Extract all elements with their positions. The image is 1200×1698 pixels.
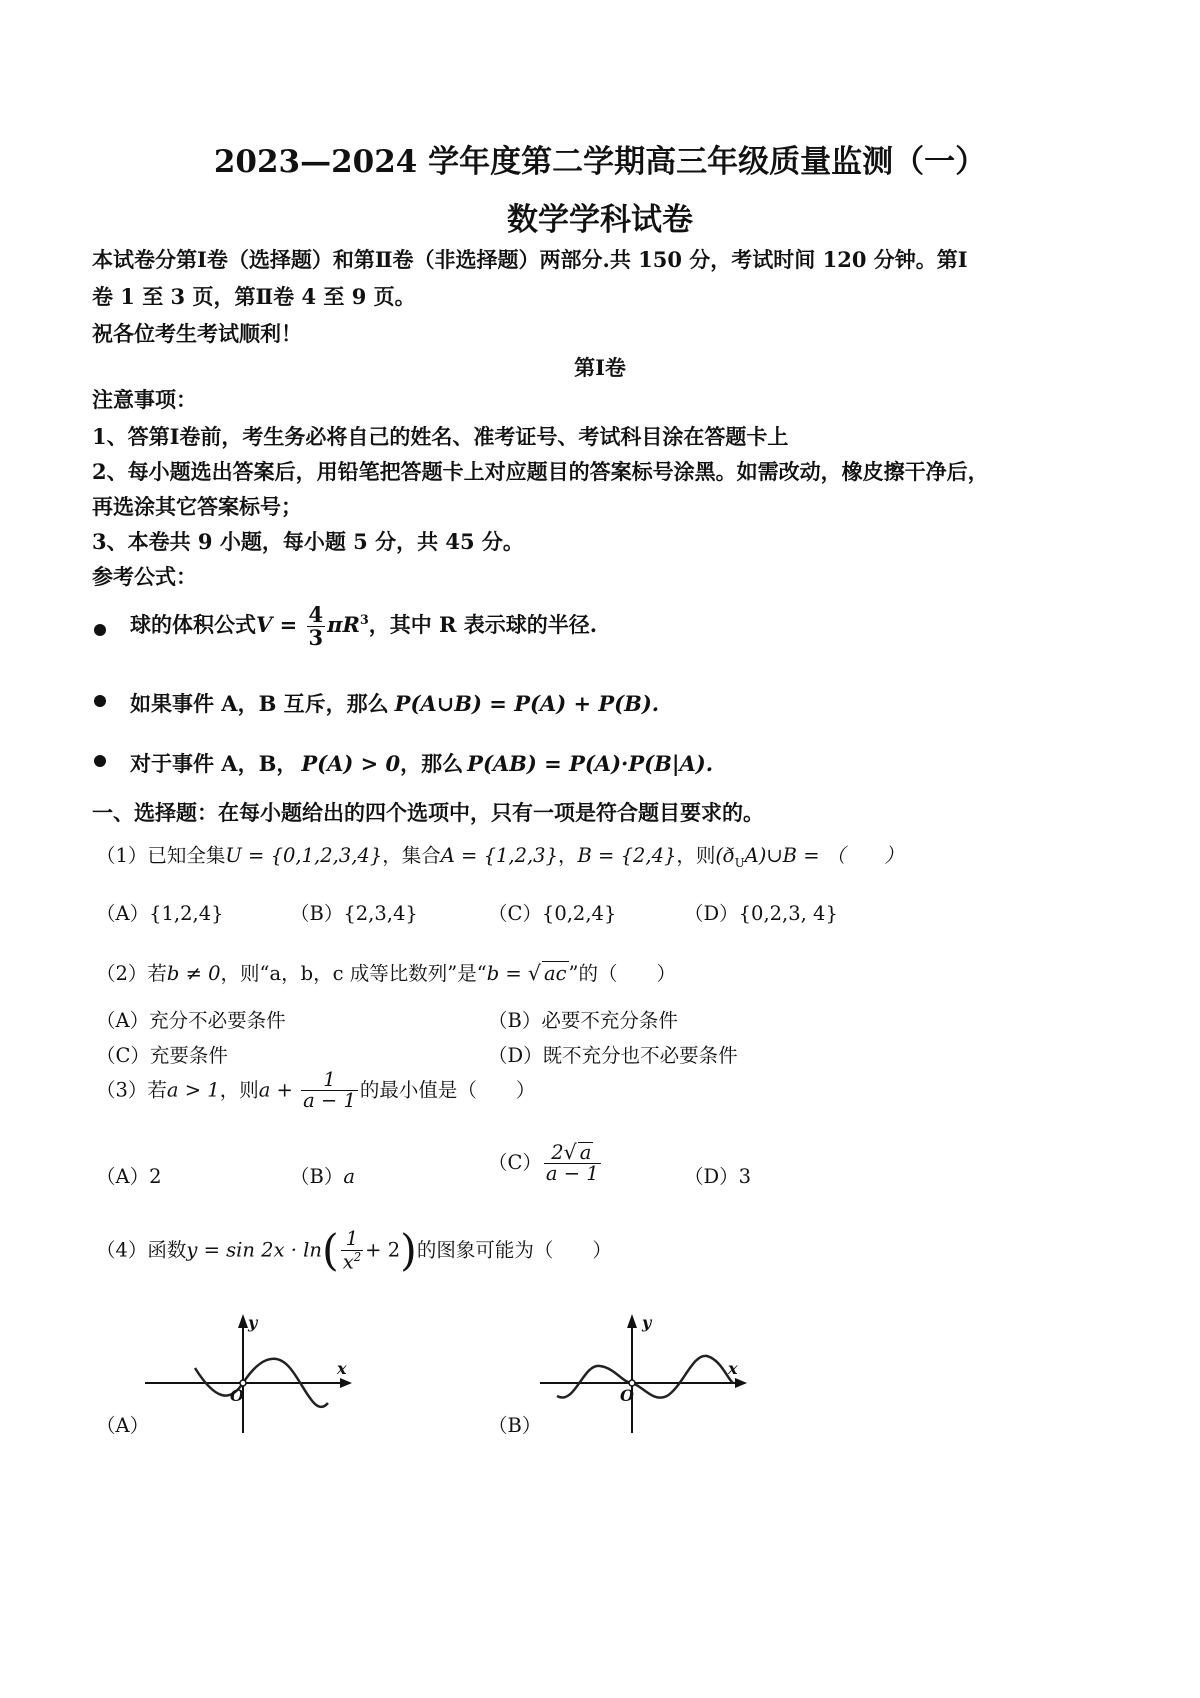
q4-graph-a-y-label: y — [248, 1313, 258, 1332]
q1-stem-b: ，集合 — [382, 844, 441, 867]
q3-option-b — [290, 1161, 355, 1189]
section-1-heading: 一、选择题：在每小题给出的四个选项中，只有一项是符合题目要求的。 — [92, 800, 764, 825]
q4-graph-a-origin: O — [230, 1386, 244, 1405]
q4-option-b: （B） — [488, 1414, 542, 1437]
left-paren-icon: ( — [321, 1226, 339, 1276]
intro-line-3: 祝各位考生考试顺利！ — [92, 321, 302, 346]
q1-expr-2: A)∪B = （ ） — [744, 844, 904, 867]
q2-condition: b ≠ 0 — [166, 962, 221, 985]
q2-option-b: （B）必要不充分条件 — [488, 1009, 678, 1032]
bullet-icon — [94, 755, 106, 767]
note-item-3: 3、本卷共 9 小题，每小题 5 分，共 45 分。 — [92, 529, 524, 554]
note-item-2b: 再选涂其它答案标号； — [92, 494, 302, 519]
q3-c-sqrt: a — [579, 1141, 592, 1164]
bullet-icon — [94, 624, 106, 636]
right-paren-icon: ) — [400, 1226, 417, 1276]
q4-graph-b-x-label: x — [728, 1359, 738, 1378]
q3-den: a − 1 — [303, 1089, 356, 1113]
q4-graph-b-origin: O — [620, 1386, 634, 1405]
q1-set-a: A = {1,2,3} — [440, 844, 558, 867]
exam-subtitle: 数学学科试卷 — [507, 202, 693, 238]
q3-option-b-label: （B） — [290, 1165, 344, 1188]
q4-den: x — [342, 1250, 354, 1274]
formula-3-cond: P(A) > 0 — [301, 751, 401, 776]
q2-b-var: b = — [486, 962, 528, 985]
q4-option-a: （A） — [96, 1414, 150, 1437]
sqrt-icon: √ — [563, 1140, 577, 1164]
q1-expr-sub: U — [734, 855, 745, 870]
formula-3-prefix: 对于事件 A，B， — [130, 751, 298, 776]
q3-option-b-var: a — [343, 1165, 355, 1188]
q2-stem-a: （2）若 — [96, 962, 167, 985]
q3-fraction — [301, 1070, 358, 1112]
q3-option-c — [488, 1142, 603, 1185]
formula-1-prefix: 球的体积公式 — [130, 612, 256, 638]
question-1-stem — [96, 840, 904, 870]
q3-option-a: （A）2 — [96, 1165, 162, 1188]
question-4-stem — [96, 1226, 612, 1276]
q2-sqrt-content: ac — [543, 962, 567, 985]
notes-heading: 注意事项： — [92, 387, 197, 412]
q4-num: 1 — [341, 1229, 363, 1250]
q1-set-b: B = {2,4} — [577, 844, 677, 867]
q4-expr: y = sin 2x · ln — [186, 1238, 322, 1262]
q4-plus: + 2 — [365, 1238, 401, 1262]
formula-1-num: 4 — [308, 602, 324, 627]
formula-3-expr: P(AB) = P(A)·P(B|A). — [467, 751, 714, 776]
q1-option-c: （C）{0,2,4} — [488, 902, 617, 925]
formula-2-prefix: 如果事件 A，B 互斥，那么 — [130, 691, 389, 716]
formula-1-exp: 3 — [359, 612, 369, 628]
q2-stem-c: ”的（ ） — [568, 962, 676, 985]
formula-exclusive-events — [130, 688, 659, 718]
q2-option-c: （C）充要条件 — [96, 1044, 228, 1067]
q4-stem-a: （4）函数 — [96, 1238, 187, 1262]
q3-stem-c: 的最小值是（ ） — [359, 1078, 536, 1102]
q4-fraction — [341, 1229, 363, 1272]
q3-option-d: （D）3 — [684, 1165, 752, 1188]
q2-stem-b: ，则“a，b，c 成等比数列”是“ — [220, 962, 487, 985]
q1-expr-1: (ð — [715, 844, 735, 867]
q4-graph-a-x-label: x — [337, 1359, 347, 1378]
q1-option-a: （A）{1,2,4} — [96, 902, 224, 925]
q1-stem-d: ，则 — [676, 844, 716, 867]
q3-stem-b: ，则 — [219, 1078, 259, 1102]
formula-1-suffix: ，其中 R 表示球的半径. — [368, 612, 598, 638]
q3-stem-a: （3）若 — [96, 1078, 167, 1102]
q2-option-d: （D）既不充分也不必要条件 — [488, 1044, 738, 1067]
q3-condition: a > 1 — [166, 1078, 220, 1102]
formula-2-expr: P(A∪B) = P(A) + P(B). — [394, 691, 660, 716]
note-item-1: 1、答第Ⅰ卷前，考生务必将自己的姓名、准考证号、考试科目涂在答题卡上 — [92, 424, 789, 449]
q2-option-a: （A）充分不必要条件 — [96, 1009, 286, 1032]
volume-title: 第Ⅰ卷 — [574, 355, 626, 380]
formula-conditional-prob — [130, 748, 713, 778]
exam-title: 2023—2024 学年度第二学期高三年级质量监测（一） — [213, 144, 987, 180]
formula-1-rhs: πR — [327, 612, 360, 638]
sqrt-icon: √ — [527, 961, 541, 985]
q4-stem-b: 的图象可能为（ ） — [416, 1238, 612, 1262]
question-3-stem — [96, 1070, 535, 1112]
bullet-icon — [94, 695, 106, 707]
formula-heading: 参考公式： — [92, 564, 197, 589]
formula-sphere-volume — [130, 604, 597, 649]
formula-3-mid: ，那么 — [400, 751, 464, 776]
q4-graph-b-y-label: y — [642, 1313, 652, 1332]
intro-line-2: 卷 1 至 3 页，第Ⅱ卷 4 至 9 页。 — [92, 284, 416, 309]
q1-stem-a: （1）已知全集 — [96, 844, 226, 867]
q1-option-d: （D）{0,2,3, 4} — [684, 902, 838, 925]
formula-1-den: 3 — [308, 625, 324, 651]
q4-den-exp: 2 — [353, 1249, 362, 1264]
q1-universal-set: U = {0,1,2,3,4} — [225, 844, 383, 867]
q1-option-b: （B）{2,3,4} — [290, 902, 418, 925]
q3-c-den: a − 1 — [545, 1162, 599, 1186]
q1-stem-c: ， — [558, 844, 578, 867]
q3-expr: a + — [258, 1078, 300, 1102]
q3-c-coef: 2 — [551, 1141, 564, 1164]
note-item-2a: 2、每小题选出答案后，用铅笔把答题卡上对应题目的答案标号涂黑。如需改动，橡皮擦干净后， — [92, 459, 989, 484]
question-2-stem — [96, 958, 676, 986]
formula-1-fraction — [307, 604, 326, 649]
q3-num: 1 — [301, 1070, 358, 1091]
q3-option-c-fraction — [544, 1142, 601, 1185]
q3-option-c-label: （C） — [488, 1150, 542, 1174]
formula-1-lhs: V = — [256, 612, 305, 638]
intro-line-1: 本试卷分第Ⅰ卷（选择题）和第Ⅱ卷（非选择题）两部分.共 150 分，考试时间 120 分钟。第Ⅰ — [92, 247, 968, 272]
